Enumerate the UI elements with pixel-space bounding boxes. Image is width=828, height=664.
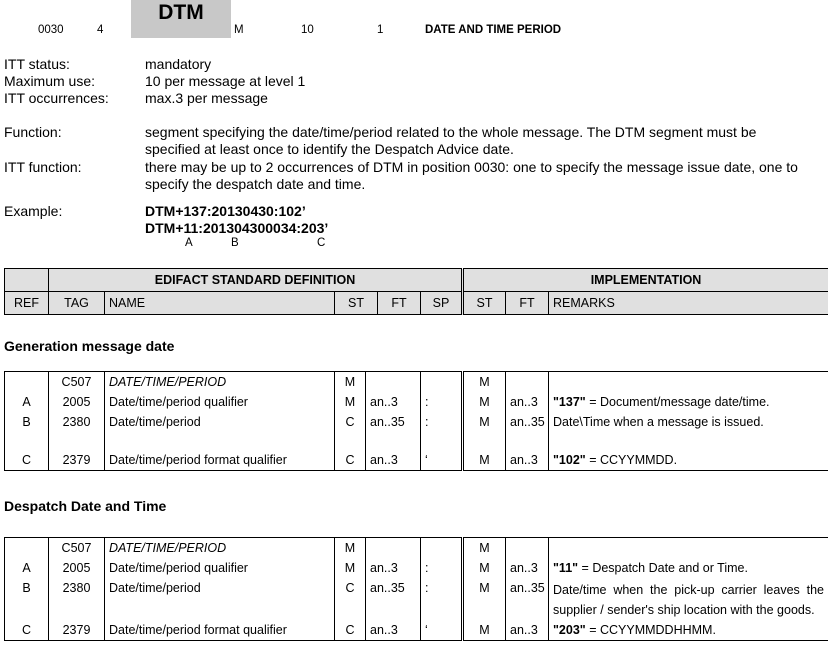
cell-st: M <box>335 372 366 393</box>
example-marker-b: B <box>231 237 239 249</box>
info-value-occurrences: max.3 per message <box>145 90 268 106</box>
cell-impl-st: M <box>463 372 506 393</box>
cell-impl-st: M <box>463 578 506 620</box>
cell-impl-st: M <box>463 412 506 432</box>
cell-impl-st: M <box>463 450 506 471</box>
cell-ref: C <box>5 450 49 471</box>
cell-ft: an..3 <box>366 450 421 471</box>
cell-tag: 2380 <box>49 412 105 432</box>
cell-sp <box>421 538 463 559</box>
cell-st: C <box>335 578 366 620</box>
cell-name: Date/time/period format qualifier <box>105 620 335 641</box>
cell-ref: B <box>5 578 49 620</box>
despatch-date-table <box>4 537 828 641</box>
cell-impl-st: M <box>463 620 506 641</box>
cell-sp: : <box>421 392 463 412</box>
generation-date-table <box>4 371 828 471</box>
cell-impl-st: M <box>463 392 506 412</box>
col-ref: REF <box>5 292 49 315</box>
remark-text: = Document/message date/time. <box>585 395 770 409</box>
cell-sp: ‘ <box>421 620 463 641</box>
cell-ref: B <box>5 412 49 432</box>
table-row <box>5 558 828 578</box>
cell-remarks <box>549 372 828 393</box>
cell-sp <box>421 372 463 393</box>
example-marker-a: A <box>185 237 193 249</box>
example-label: Example: <box>4 203 63 219</box>
info-value-max-use: 10 per message at level 1 <box>145 73 306 89</box>
col-st: ST <box>335 292 378 315</box>
table-row <box>5 392 828 412</box>
remark-code: "102" <box>553 453 586 467</box>
cell-remarks <box>549 392 828 412</box>
cell-ft: an..3 <box>366 620 421 641</box>
section-title-generation: Generation message date <box>4 338 175 354</box>
cell-remarks <box>549 558 828 578</box>
table-row <box>5 538 828 559</box>
table-row <box>5 578 828 620</box>
cell-st: C <box>335 620 366 641</box>
segment-name: DATE AND TIME PERIOD <box>425 24 562 36</box>
segment-group: 1 <box>377 24 384 36</box>
cell-impl-ft: an..3 <box>506 620 549 641</box>
example-line-1: DTM+137:20130430:102’ <box>145 203 306 219</box>
cell-impl-ft: an..3 <box>506 450 549 471</box>
segment-repeat: 10 <box>301 24 314 36</box>
cell-st: M <box>335 538 366 559</box>
cell-tag: 2379 <box>49 620 105 641</box>
segment-position: 0030 <box>38 24 64 36</box>
col-tag: TAG <box>49 292 105 315</box>
cell-name: Date/time/period format qualifier <box>105 450 335 471</box>
cell-tag: C507 <box>49 372 105 393</box>
itt-function-label: ITT function: <box>4 159 82 175</box>
table-row <box>5 620 828 641</box>
cell-tag: 2379 <box>49 450 105 471</box>
function-label: Function: <box>4 124 62 140</box>
itt-function-text: there may be up to 2 occurrences of DTM in position 0030: one to specify the message issue date, one to specify the despatch date and time. <box>145 159 798 192</box>
cell-impl-ft: an..3 <box>506 392 549 412</box>
cell-st: C <box>335 412 366 432</box>
cell-impl-st: M <box>463 538 506 559</box>
cell-name: Date/time/period <box>105 412 335 432</box>
segment-tag-box: DTM <box>131 0 231 38</box>
header-blank <box>5 269 49 292</box>
cell-ft: an..35 <box>366 412 421 432</box>
cell-impl-ft <box>506 538 549 559</box>
cell-ft: an..3 <box>366 558 421 578</box>
cell-tag: 2380 <box>49 578 105 620</box>
cell-sp: : <box>421 558 463 578</box>
edifact-standard-heading: EDIFACT STANDARD DEFINITION <box>49 269 463 292</box>
col-sp: SP <box>421 292 463 315</box>
cell-ft: an..3 <box>366 392 421 412</box>
info-label-status: ITT status: <box>4 56 70 72</box>
cell-ref: A <box>5 392 49 412</box>
table-row <box>5 412 828 432</box>
cell-impl-ft: an..35 <box>506 412 549 432</box>
cell-name: DATE/TIME/PERIOD <box>105 538 335 559</box>
cell-ref: C <box>5 620 49 641</box>
example-line-2: DTM+11:201304300034:203’ <box>145 220 329 236</box>
cell-ref <box>5 538 49 559</box>
cell-remarks <box>549 450 828 471</box>
definition-header-table <box>4 268 828 315</box>
cell-impl-ft: an..35 <box>506 578 549 620</box>
remark-text: = CCYYMMDD. <box>585 453 678 467</box>
implementation-heading: IMPLEMENTATION <box>463 269 828 292</box>
cell-tag: 2005 <box>49 392 105 412</box>
cell-sp: : <box>421 578 463 620</box>
remark-code: "203" <box>553 623 586 637</box>
cell-name: Date/time/period qualifier <box>105 392 335 412</box>
cell-sp: ‘ <box>421 450 463 471</box>
cell-impl-ft: an..3 <box>506 558 549 578</box>
segment-level: 4 <box>97 24 104 36</box>
cell-tag: 2005 <box>49 558 105 578</box>
remark-code: "11" <box>553 561 579 575</box>
cell-remarks <box>549 620 828 641</box>
cell-st: M <box>335 392 366 412</box>
cell-remarks: Date\Time when a message is issued. <box>549 412 828 432</box>
info-label-occurrences: ITT occurrences: <box>4 90 109 106</box>
function-text: segment specifying the date/time/period related to the whole message. The DTM segment must be specified at least once to identify the Despatch Advice date. <box>145 124 757 157</box>
cell-impl-st: M <box>463 558 506 578</box>
example-marker-c: C <box>317 237 326 249</box>
cell-impl-ft <box>506 372 549 393</box>
cell-ft <box>366 372 421 393</box>
cell-ft: an..35 <box>366 578 421 620</box>
cell-tag: C507 <box>49 538 105 559</box>
cell-ref: A <box>5 558 49 578</box>
cell-remarks <box>549 538 828 559</box>
segment-status: M <box>234 24 244 36</box>
remark-text: = CCYYMMDDHHMM. <box>585 623 716 637</box>
col-impl-st: ST <box>463 292 506 315</box>
table-row <box>5 372 828 393</box>
cell-st: C <box>335 450 366 471</box>
info-label-max-use: Maximum use: <box>4 73 96 89</box>
col-ft: FT <box>378 292 421 315</box>
remark-code: "137" <box>553 395 586 409</box>
table-row <box>5 432 828 450</box>
cell-name: Date/time/period qualifier <box>105 558 335 578</box>
cell-ref <box>5 372 49 393</box>
remark-text: = Despatch Date and or Time. <box>578 561 748 575</box>
info-value-status: mandatory <box>145 56 212 72</box>
col-name: NAME <box>105 292 335 315</box>
cell-remarks: Date/time when the pick-up carrier leaves the supplier / sender's ship location with the goods. <box>549 578 828 620</box>
cell-name: Date/time/period <box>105 578 335 620</box>
col-impl-ft: FT <box>506 292 549 315</box>
table-row <box>5 450 828 471</box>
cell-st: M <box>335 558 366 578</box>
col-remarks: REMARKS <box>549 292 828 315</box>
cell-name: DATE/TIME/PERIOD <box>105 372 335 393</box>
cell-ft <box>366 538 421 559</box>
section-title-despatch: Despatch Date and Time <box>4 498 167 514</box>
cell-sp: : <box>421 412 463 432</box>
